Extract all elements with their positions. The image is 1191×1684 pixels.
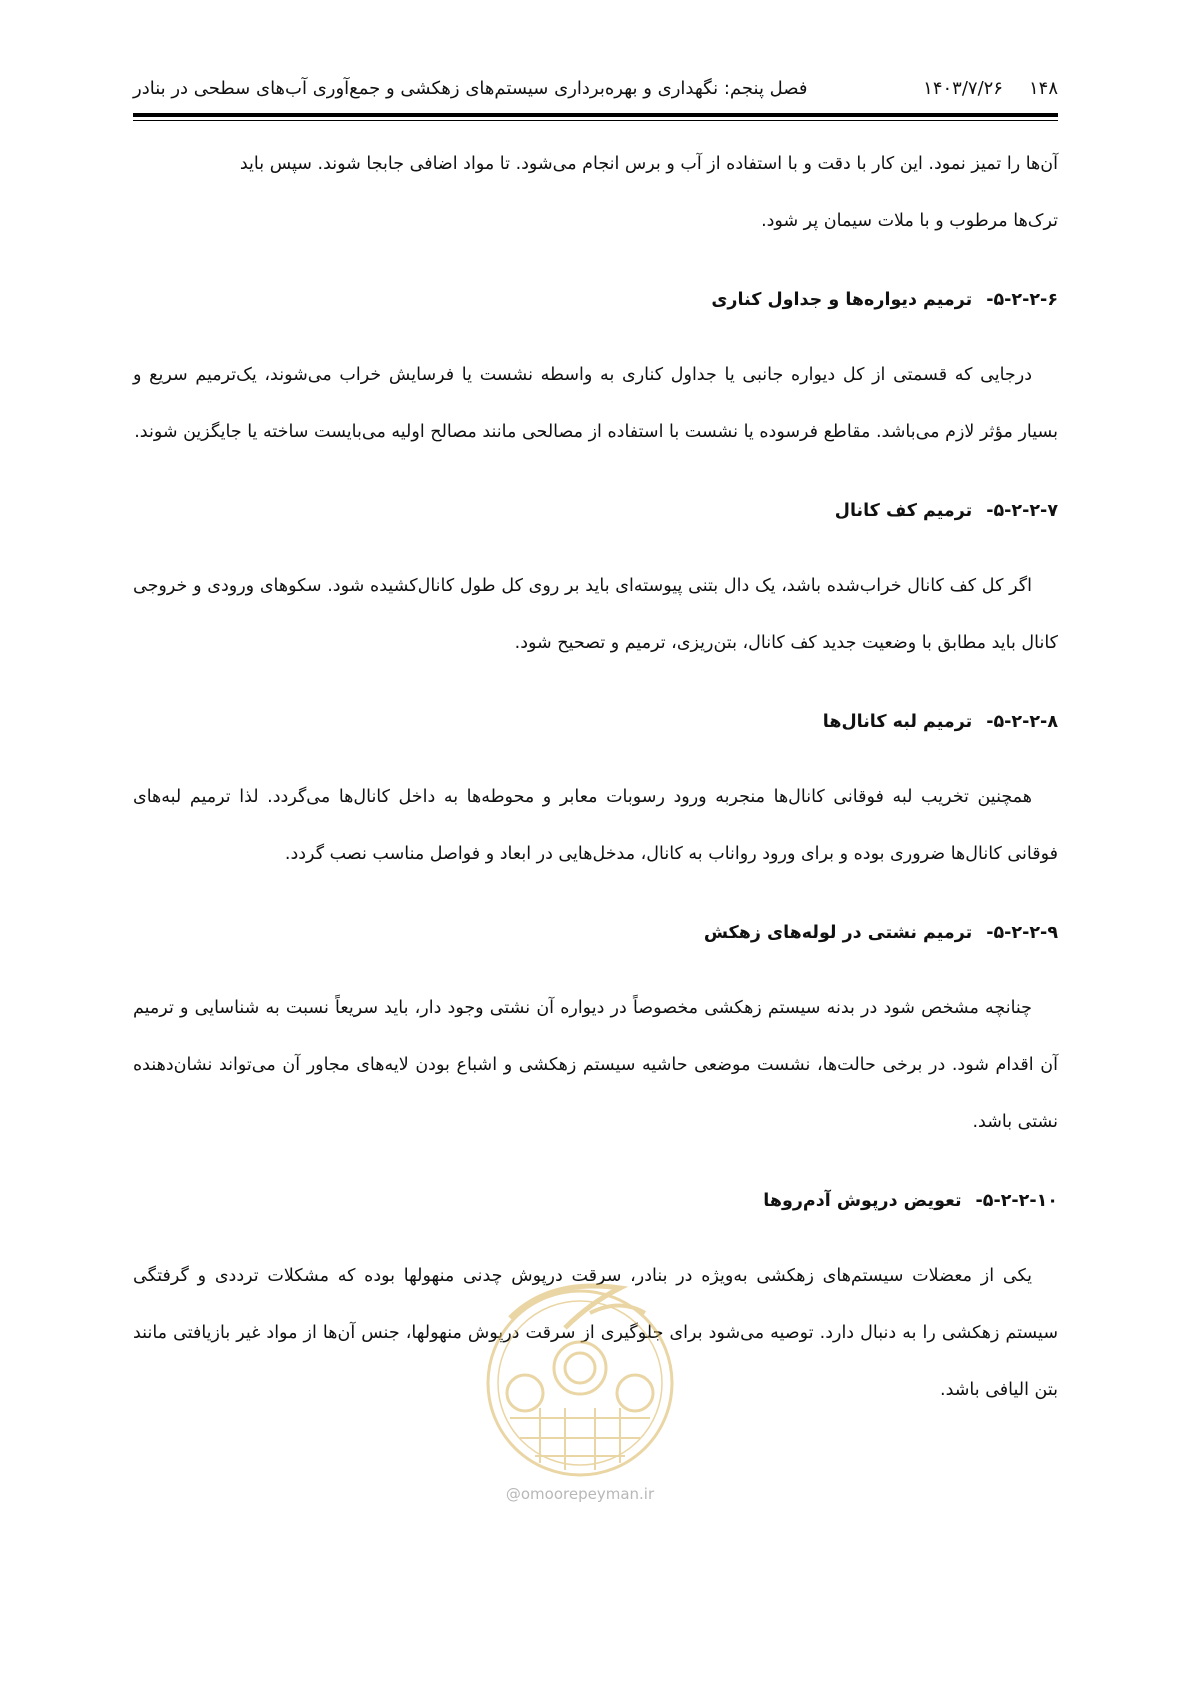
section-heading [133, 694, 1058, 751]
section-heading [133, 483, 1058, 540]
header-rule-thick [133, 113, 1058, 117]
section-title: تعویض درپوش آدم‌روها [763, 1191, 962, 1211]
section-heading [133, 905, 1058, 962]
section-paragraph: درجایی که قسمتی از کل دیواره جانبی یا جداول کناری به واسطه نشست یا فرسایش خراب می‌شوند، یک‌ترمیم سریع و بسیار مؤثر لازم می‌باشد. مقاطع فرسوده یا نشست با استفاده از مصالحی مانند مصالح اولیه می‌بایست ساخته یا جایگزین شوند. [133, 365, 1058, 442]
page-number: ۱۴۸ [1028, 77, 1058, 99]
section-number: ۵-۲-۲-۷- [986, 501, 1058, 521]
section-paragraph: همچنین تخریب لبه فوقانی کانال‌ها منجربه ورود رسوبات معابر و محوطه‌ها به داخل کانال‌ها می‌گردد. لذا ترمیم لبه‌های فوقانی کانال‌ها ضروری بوده و برای ورود رواناب به کانال، مدخل‌هایی در ابعاد و فواصل مناسب نصب گردد. [133, 787, 1058, 864]
section-number: ۵-۲-۲-۹- [986, 923, 1058, 943]
section-number: ۵-۲-۲-۱۰- [975, 1191, 1058, 1211]
section-heading [133, 1173, 1058, 1230]
section-heading [133, 272, 1058, 329]
watermark-text: @omoorepeyman.ir [505, 1485, 655, 1503]
section-paragraph: اگر کل کف کانال خراب‌شده باشد، یک دال بتنی پیوسته‌ای باید بر روی کل طول کانال‌کشیده شود. سکوهای ورودی و خروجی کانال باید مطابق با وضعیت جدید کف کانال، بتن‌ریزی، ترمیم و تصحیح شود. [133, 576, 1058, 653]
main-content [133, 136, 1058, 1419]
intro-line-1: آن‌ها را تمیز نمود. این کار با دقت و با استفاده از آب و برس انجام می‌شود. تا مواد اضافی جابجا شوند. سپس باید [239, 154, 1058, 174]
header-date: ۱۴۰۳/۷/۲۶ [923, 77, 1003, 99]
intro-line-2: ترک‌ها مرطوب و با ملات سیمان پر شود. [761, 211, 1058, 231]
header-meta [923, 78, 1058, 99]
header-rule-thin [133, 120, 1058, 121]
section-title: ترمیم نشتی در لوله‌های زهکش [703, 923, 973, 943]
section-number: ۵-۲-۲-۶- [986, 290, 1058, 310]
chapter-title: فصل پنجم: نگهداری و بهره‌برداری سیستم‌های زهکشی و جمع‌آوری آب‌های سطحی در بنادر [133, 77, 808, 99]
section-title: ترمیم لبه کانال‌ها [822, 712, 973, 732]
section-number: ۵-۲-۲-۸- [986, 712, 1058, 732]
section-title: ترمیم دیواره‌ها و جداول کناری [711, 290, 973, 310]
section-paragraph: یکی از معضلات سیستم‌های زهکشی به‌ویژه در بنادر، سرقت درپوش چدنی منهولها بوده که مشکلات ترددی و گرفتگی سیستم زهکشی را به دنبال دارد. توصیه می‌شود برای جلوگیری از سرقت درپوش منهولها، جنس آن‌ها از مواد غیر بازیافتی مانند بتن الیافی باشد. [133, 1266, 1058, 1400]
section-title: ترمیم کف کانال [834, 501, 973, 521]
section-paragraph: چنانچه مشخص شود در بدنه سیستم زهکشی مخصوصاً در دیواره آن نشتی وجود دار، باید سریعاً نسبت به شناسایی و ترمیم آن اقدام شود. در برخی حالت‌ها، نشست موضعی حاشیه سیستم زهکشی و اشباع بودن لایه‌های مجاور آن می‌تواند نشان‌دهنده نشتی باشد. [133, 998, 1058, 1132]
running-header [133, 68, 1058, 108]
